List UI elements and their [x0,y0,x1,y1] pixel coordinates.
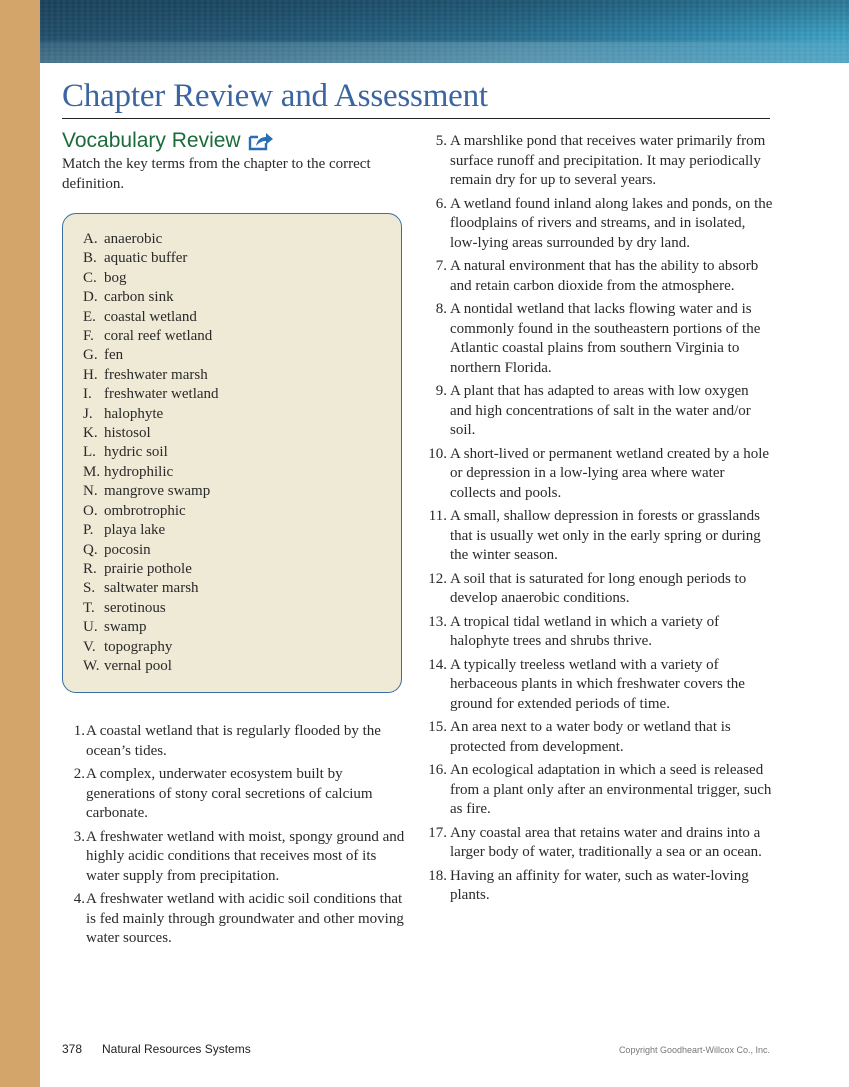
definition-number: 6. [435,195,447,212]
key-term-item [83,269,401,288]
term-letter: O. [83,502,98,519]
term-text: mangrove swamp [104,483,211,500]
term-text: fen [104,347,124,364]
term-letter: K. [83,425,98,442]
definition-number: 16. [428,762,447,778]
definition-text: A complex, underwater ecosystem built by generations of stony coral secretions of calcium carbonate. [86,766,373,821]
term-text: prairie pothole [104,560,192,577]
definition-item [426,613,774,652]
term-letter: S. [83,580,96,597]
section-heading-text: Vocabulary Review [62,129,241,152]
term-letter: H. [83,366,98,383]
definition-number: 2. [73,766,85,782]
term-text: aquatic buffer [104,250,188,267]
definition-number: 13. [428,613,447,630]
definition-number: 14. [428,656,447,673]
term-text: swamp [104,619,147,636]
key-term-item [83,579,401,598]
definition-text: A freshwater wetland with acidic soil conditions that is fed mainly through groundwater and other moving water sources. [86,891,404,946]
term-text: saltwater marsh [104,580,199,597]
banner-haze [40,42,849,63]
definition-item [426,507,774,566]
definition-item [426,824,774,863]
term-letter: P. [83,522,94,539]
definition-number: 17. [428,824,447,841]
term-text: topography [104,638,173,655]
page-margin-strip [0,0,40,1087]
key-term-item [83,521,401,540]
definition-item [426,761,774,820]
definition-item [62,828,407,887]
key-term-item [83,657,401,676]
term-text: coral reef wetland [104,328,213,345]
definition-text: A marshlike pond that receives water primarily from surface runoff and precipitation. It may periodically remain dry for up to several years. [450,133,766,188]
key-term-item [83,405,401,424]
key-term-item [83,502,401,521]
definition-text: A short-lived or permanent wetland created by a hole or depression in a low-lying area where water collects and pools. [450,445,770,501]
key-term-item [83,618,401,637]
term-text: playa lake [104,522,166,539]
definition-item [426,257,774,296]
term-text: ombrotrophic [104,502,186,519]
definition-text: A natural environment that has the ability to absorb and retain carbon dioxide from the atmosphere. [450,258,759,294]
right-column [426,132,774,910]
key-term-item [83,288,401,307]
definition-text: A freshwater wetland with moist, spongy ground and highly acidic conditions that receives most of its water supply from precipitation. [86,828,405,884]
key-term-item [83,443,401,462]
definition-item [426,718,774,757]
term-letter: W. [83,657,100,674]
term-letter: A. [83,231,98,247]
definitions-list-right [426,132,774,906]
page-title: Chapter Review and Assessment [62,78,488,114]
term-text: carbon sink [104,289,174,306]
key-term-item [83,230,401,249]
term-letter: E. [83,308,96,325]
key-term-item [83,346,401,365]
definition-text: An area next to a water body or wetland that is protected from development. [450,719,731,755]
term-text: hydrophilic [104,463,174,480]
definition-item [426,300,774,378]
definition-number: 9. [435,383,447,399]
page-footer [62,1042,251,1056]
key-terms-box [62,213,402,693]
term-text: serotinous [104,599,166,616]
definition-item [426,132,774,191]
definition-item [426,656,774,715]
term-letter: N. [83,483,98,500]
definition-text: A nontidal wetland that lacks flowing water and is commonly found in the southeastern portions of the Atlantic coastal plains from southern Virginia to northern Florida. [450,301,761,376]
term-text: freshwater marsh [104,366,208,383]
term-text: anaerobic [104,231,163,247]
definition-item [62,765,407,824]
definition-number: 4. [73,891,85,907]
definition-text: A soil that is saturated for long enough periods to develop anaerobic conditions. [450,570,747,606]
term-text: halophyte [104,405,164,422]
term-letter: D. [83,289,98,306]
term-letter: M. [83,463,101,480]
page-number: 378 [62,1042,83,1056]
vocabulary-review-heading [62,127,407,155]
instructions-text: Match the key terms from the chapter to the correct definition. [62,156,371,192]
key-term-item [83,638,401,657]
definition-item [426,195,774,254]
key-term-item [83,308,401,327]
title-divider [62,118,770,119]
definition-number: 18. [428,867,447,884]
term-text: histosol [104,425,151,442]
definition-item [62,722,407,761]
definition-number: 10. [428,445,447,462]
definition-text: A wetland found inland along lakes and ponds, on the floodplains of rivers and streams, and in isolated, low-lying areas surrounded by dry land. [450,195,773,251]
definitions-list-left [62,722,407,949]
term-letter: L. [83,444,96,461]
definition-number: 12. [428,570,447,587]
term-letter: J. [83,405,93,422]
definition-text: An ecological adaptation in which a seed is released from a plant only after an environmental trigger, such as fire. [450,762,772,817]
share-arrow-icon[interactable] [248,131,274,151]
copyright-notice: Copyright Goodheart-Willcox Co., Inc. [618,1045,770,1055]
key-term-item [83,424,401,443]
book-title: Natural Resources Systems [102,1042,251,1056]
key-term-item [83,327,401,346]
definition-number: 11. [428,508,447,524]
term-letter: F. [83,328,94,345]
definition-number: 8. [435,301,447,317]
key-term-item [83,366,401,385]
term-letter: I. [83,386,92,403]
term-text: hydric soil [104,444,168,461]
definition-item [426,570,774,609]
definition-item [426,867,774,906]
definition-text: Any coastal area that retains water and drains into a larger body of water, traditionally a sea or an ocean. [450,824,762,860]
definition-number: 1. [73,723,85,739]
term-letter: G. [83,347,98,364]
definition-number: 7. [435,258,447,274]
term-letter: B. [83,250,97,267]
key-term-item [83,249,401,268]
definition-text: A plant that has adapted to areas with low oxygen and high concentrations of salt in the water and/or soil. [450,383,751,438]
key-term-item [83,482,401,501]
term-text: pocosin [104,541,151,558]
definition-number: 3. [73,828,85,845]
definition-item [62,890,407,949]
term-text: coastal wetland [104,308,197,325]
key-term-item [83,463,401,482]
term-letter: T. [83,599,95,616]
term-letter: R. [83,560,97,577]
term-letter: U. [83,619,98,636]
definition-item [426,445,774,504]
definition-item [426,382,774,441]
key-term-item [83,385,401,404]
definition-text: A coastal wetland that is regularly flooded by the ocean’s tides. [86,723,381,759]
definition-number: 5. [435,133,447,149]
definition-text: A small, shallow depression in forests or grasslands that is usually wet only in the early spring or during the winter season. [450,508,761,563]
definition-number: 15. [428,719,447,735]
definition-text: A tropical tidal wetland in which a variety of halophyte trees and shrubs thrive. [450,613,720,649]
definition-text: A typically treeless wetland with a variety of herbaceous plants in which freshwater covers the ground for extended periods of time. [450,656,745,712]
term-text: bog [104,269,127,286]
term-text: freshwater wetland [104,386,219,403]
left-column [62,127,407,953]
key-term-item [83,560,401,579]
key-term-item [83,541,401,560]
term-text: vernal pool [104,657,172,674]
key-term-item [83,599,401,618]
definition-text: Having an affinity for water, such as water-loving plants. [450,867,749,903]
term-letter: V. [83,638,96,655]
term-letter: Q. [83,541,98,558]
term-letter: C. [83,269,97,286]
